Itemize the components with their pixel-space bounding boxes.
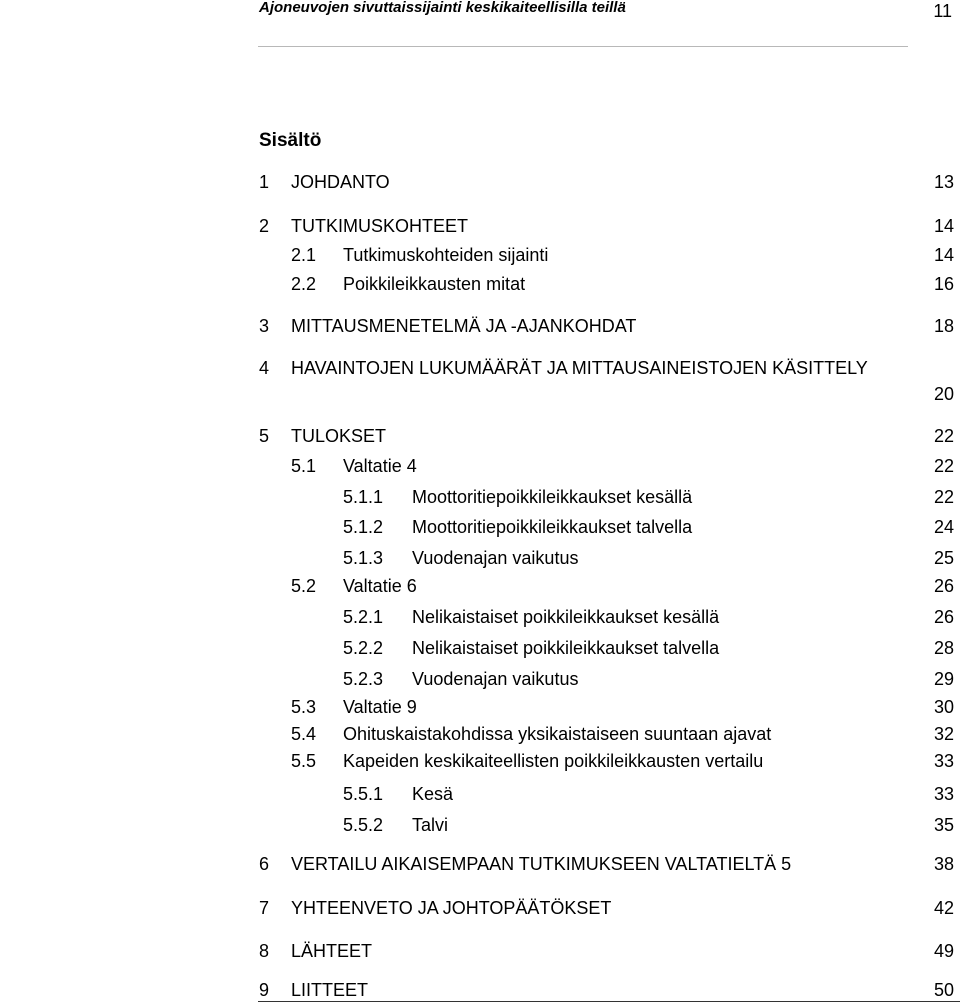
- toc-entry-page: 16: [933, 274, 954, 294]
- toc-entry[interactable]: [0, 546, 960, 570]
- toc-entry-page: 26: [933, 607, 954, 627]
- toc-entry-title: Vuodenajan vaikutus: [412, 548, 579, 568]
- toc-entry-title: YHTEENVETO JA JOHTOPÄÄTÖKSET: [291, 898, 612, 918]
- toc-entry[interactable]: [0, 852, 960, 876]
- toc-entry-page: 32: [933, 724, 954, 744]
- toc-entry-page: 42: [933, 898, 954, 918]
- toc-entry-title: Ohituskaistakohdissa yksikaistaiseen suuntaan ajavat: [343, 724, 772, 744]
- toc-entry-title: Moottoritiepoikkileikkaukset talvella: [412, 517, 693, 537]
- toc-entry-number: 4: [259, 358, 270, 378]
- toc-entry[interactable]: [0, 749, 960, 773]
- toc-entry-number: 5.2.3: [343, 669, 384, 689]
- toc-entry-title: Kapeiden keskikaiteellisten poikkileikkausten vertailu: [343, 751, 764, 771]
- page-number: 11: [933, 1, 952, 21]
- toc-entry-number: 5.1: [291, 456, 317, 476]
- toc-entry-number: 3: [259, 316, 270, 336]
- toc-entry-number: 9: [259, 980, 270, 1000]
- toc-entry-page: 14: [933, 216, 954, 236]
- toc-entry-page: 22: [933, 456, 954, 476]
- toc-entry-title: TULOKSET: [291, 426, 387, 446]
- toc-entry-number: 5.5.2: [343, 815, 384, 835]
- toc-heading: Sisältö: [259, 130, 322, 151]
- toc-entry-page: 28: [933, 638, 954, 658]
- toc-entry-title: HAVAINTOJEN LUKUMÄÄRÄT JA MITTAUSAINEISTOJEN KÄSITTELY: [291, 358, 868, 378]
- toc-entry-title: Valtatie 9: [343, 697, 417, 717]
- toc-entry-title: Talvi: [412, 815, 449, 835]
- toc-entry[interactable]: [0, 978, 960, 1002]
- toc-entry-title: Tutkimuskohteiden sijainti: [343, 245, 549, 265]
- toc-entry-number: 2.1: [291, 245, 317, 265]
- toc-entry-number: 7: [259, 898, 270, 918]
- toc-entry-title: Poikkileikkausten mitat: [343, 274, 526, 294]
- toc-entry-page: 14: [933, 245, 954, 265]
- toc-entry-number: 5.2.2: [343, 638, 384, 658]
- toc-entry[interactable]: [0, 782, 960, 806]
- toc-entry-number: 5.5.1: [343, 784, 384, 804]
- toc-entry[interactable]: [0, 314, 960, 338]
- toc-entry[interactable]: [0, 695, 960, 719]
- toc-entry-page: 25: [933, 548, 954, 568]
- toc-entry-title: Vuodenajan vaikutus: [412, 669, 579, 689]
- toc-entry[interactable]: [0, 636, 960, 660]
- toc-entry[interactable]: [0, 813, 960, 837]
- toc-entry-number: 2.2: [291, 274, 317, 294]
- toc-entry-page: 33: [933, 784, 954, 804]
- toc-entry[interactable]: [0, 272, 960, 296]
- toc-entry[interactable]: [0, 454, 960, 478]
- toc-entry[interactable]: [0, 170, 960, 194]
- toc-entry-title: TUTKIMUSKOHTEET: [291, 216, 469, 236]
- toc-entry-page: 24: [933, 517, 954, 537]
- toc-entry-page: 38: [933, 854, 954, 874]
- toc-entry[interactable]: [0, 356, 960, 406]
- toc-entry-number: 5.2: [291, 576, 317, 596]
- header-divider: [258, 46, 908, 47]
- toc-entry-number: 5: [259, 426, 270, 446]
- toc-entry-page: 49: [933, 941, 954, 961]
- toc-entry-number: 5.1.1: [343, 487, 384, 507]
- toc-entry[interactable]: [0, 722, 960, 746]
- running-header-title: Ajoneuvojen sivuttaissijainti keskikaiteellisilla teillä: [259, 0, 626, 16]
- toc-entry-page: 13: [933, 172, 954, 192]
- toc-entry-page: 33: [933, 751, 954, 771]
- toc-entry-number: 5.1.3: [343, 548, 384, 568]
- toc-entry-page: 22: [933, 487, 954, 507]
- toc-entry-title: VERTAILU AIKAISEMPAAN TUTKIMUKSEEN VALTATIELTÄ 5: [291, 854, 792, 874]
- toc-entry[interactable]: [0, 605, 960, 629]
- toc-entry-number: 5.4: [291, 724, 317, 744]
- toc-entry-number: 1: [259, 172, 270, 192]
- toc-entry[interactable]: [0, 243, 960, 267]
- toc-entry-title: Nelikaistaiset poikkileikkaukset talvella: [412, 638, 720, 658]
- toc-entry[interactable]: [0, 515, 960, 539]
- toc-entry[interactable]: [0, 574, 960, 598]
- toc-entry-title: Valtatie 6: [343, 576, 417, 596]
- toc-entry-number: 5.5: [291, 751, 317, 771]
- toc-entry-page: 30: [933, 697, 954, 717]
- toc-entry-number: 5.3: [291, 697, 317, 717]
- toc-entry-title: LÄHTEET: [291, 941, 373, 961]
- toc-entry-title: JOHDANTO: [291, 172, 390, 192]
- toc-entry[interactable]: [0, 485, 960, 509]
- toc-entry-title: Moottoritiepoikkileikkaukset kesällä: [412, 487, 693, 507]
- toc-entry-number: 5.2.1: [343, 607, 384, 627]
- toc-entry[interactable]: [0, 896, 960, 920]
- toc-entry-page: 50: [933, 980, 954, 1000]
- toc-entry-title: Kesä: [412, 784, 454, 804]
- toc-entry-title: Valtatie 4: [343, 456, 417, 476]
- toc-entry-page: 20: [933, 384, 954, 404]
- toc-entry[interactable]: [0, 214, 960, 238]
- toc-entry-number: 6: [259, 854, 270, 874]
- toc-entry-number: 2: [259, 216, 270, 236]
- toc-entry-number: 8: [259, 941, 270, 961]
- toc-entry-title: LIITTEET: [291, 980, 369, 1000]
- toc-entry[interactable]: [0, 424, 960, 448]
- toc-entry-title: Nelikaistaiset poikkileikkaukset kesällä: [412, 607, 720, 627]
- toc-entry-number: 5.1.2: [343, 517, 384, 537]
- toc-entry-page: 29: [933, 669, 954, 689]
- toc-entry-title: MITTAUSMENETELMÄ JA -AJANKOHDAT: [291, 316, 637, 336]
- toc-entry[interactable]: [0, 667, 960, 691]
- toc-entry-page: 26: [933, 576, 954, 596]
- toc-entry-page: 22: [933, 426, 954, 446]
- toc-entry-page: 35: [933, 815, 954, 835]
- toc-entry[interactable]: [0, 939, 960, 963]
- toc-entry-page: 18: [933, 316, 954, 336]
